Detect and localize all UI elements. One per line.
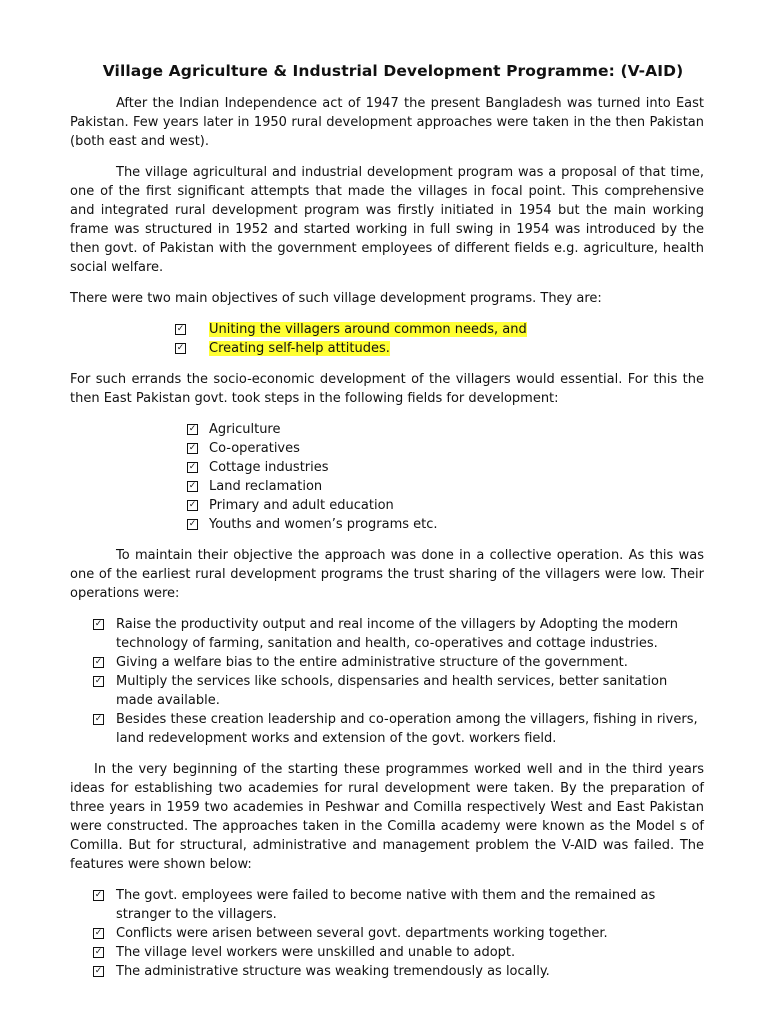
list-item: [93, 672, 704, 710]
list-item: [187, 458, 704, 477]
features-list: [93, 886, 704, 981]
list-item-text: The village level workers were unskilled and unable to adopt.: [116, 945, 516, 960]
list-item-text: The govt. employees were failed to become native with them and the remained as stranger to the villagers.: [116, 888, 656, 922]
list-item-text: Conflicts were arisen between several govt. departments working together.: [116, 926, 608, 941]
list-item: [93, 962, 704, 981]
paragraph-intro: After the Indian Independence act of 1947 the present Bangladesh was turned into East Pakistan. Few years later in 1950 rural development approaches were taken in the then Pakistan (both east and west).: [70, 96, 704, 149]
list-item: [93, 615, 704, 653]
paragraph-academies: In the very beginning of the starting these programmes worked well and in the third years ideas for establishing two academies for rural development were taken. By the preparation of three years in 1959 two academies in Peshwar and Comilla respectively West and East Pakistan were constructed. The approaches taken in the Comilla academy were known as the Model s of Comilla. But for structural, administrative and management problem the V-AID was failed. The features were shown below:: [70, 762, 704, 872]
checkbox-icon: [175, 324, 186, 335]
checkbox-icon: [93, 890, 104, 901]
checkbox-icon: [175, 343, 186, 354]
list-item-text: Giving a welfare bias to the entire administrative structure of the government.: [116, 655, 628, 670]
highlighted-text: Creating self-help attitudes.: [209, 341, 390, 356]
list-item: [93, 653, 704, 672]
list-item-text: Besides these creation leadership and co-operation among the villagers, fishing in rivers, land redevelopment works and extension of the govt. workers field.: [116, 712, 698, 746]
list-item-text: The administrative structure was weaking tremendously as locally.: [116, 964, 550, 979]
document-page: [70, 62, 704, 993]
list-item: [93, 943, 704, 962]
list-item-text: Agriculture: [209, 422, 281, 437]
list-item-text: Primary and adult education: [209, 498, 394, 513]
checkbox-icon: [187, 500, 198, 511]
checkbox-icon: [93, 947, 104, 958]
objectives-list: [175, 320, 704, 358]
list-item-text: Multiply the services like schools, dispensaries and health services, better sanitation made available.: [116, 674, 668, 708]
document-title: Village Agriculture & Industrial Development Programme: (V-AID): [102, 62, 684, 80]
list-item: [93, 924, 704, 943]
checkbox-icon: [93, 928, 104, 939]
checkbox-icon: [187, 462, 198, 473]
checkbox-icon: [187, 443, 198, 454]
list-item: [175, 320, 704, 339]
list-item-text: Land reclamation: [209, 479, 323, 494]
paragraph-program-description: The village agricultural and industrial development program was a proposal of that time, one of the first significant attempts that made the villages in focal point. This comprehensive and integrated rural development program was firstly initiated in 1954 but the main working frame was structured in 1952 and started working in full swing in 1954 was introduced by the then govt. of Pakistan with the government employees of different fields e.g. agriculture, health social welfare.: [70, 165, 704, 275]
list-item: [187, 496, 704, 515]
checkbox-icon: [93, 657, 104, 668]
checkbox-icon: [93, 619, 104, 630]
list-item-text: Raise the productivity output and real income of the villagers by Adopting the modern technology of farming, sanitation and health, co-operatives and cottage industries.: [116, 617, 678, 651]
highlighted-text: Uniting the villagers around common needs, and: [209, 322, 527, 337]
list-item-text: Cottage industries: [209, 460, 329, 475]
fields-list: [187, 420, 704, 534]
list-item: [187, 439, 704, 458]
paragraph-operations-intro: To maintain their objective the approach was done in a collective operation. As this was one of the earliest rural development programs the trust sharing of the villagers were low. Their operations were:: [70, 548, 704, 601]
operations-list: [93, 615, 704, 748]
checkbox-icon: [93, 714, 104, 725]
list-item: [175, 339, 704, 358]
paragraph-fields-intro: For such errands the socio-economic development of the villagers would essential. For this the then East Pakistan govt. took steps in the following fields for development:: [70, 372, 704, 406]
list-item: [187, 515, 704, 534]
checkbox-icon: [93, 676, 104, 687]
checkbox-icon: [187, 424, 198, 435]
checkbox-icon: [187, 519, 198, 530]
list-item-text: Co-operatives: [209, 441, 300, 456]
checkbox-icon: [93, 966, 104, 977]
list-item: [93, 886, 704, 924]
list-item: [93, 710, 704, 748]
list-item: [187, 420, 704, 439]
checkbox-icon: [187, 481, 198, 492]
paragraph-objectives-intro: There were two main objectives of such village development programs. They are:: [70, 291, 602, 306]
list-item: [187, 477, 704, 496]
list-item-text: Youths and women’s programs etc.: [209, 517, 438, 532]
